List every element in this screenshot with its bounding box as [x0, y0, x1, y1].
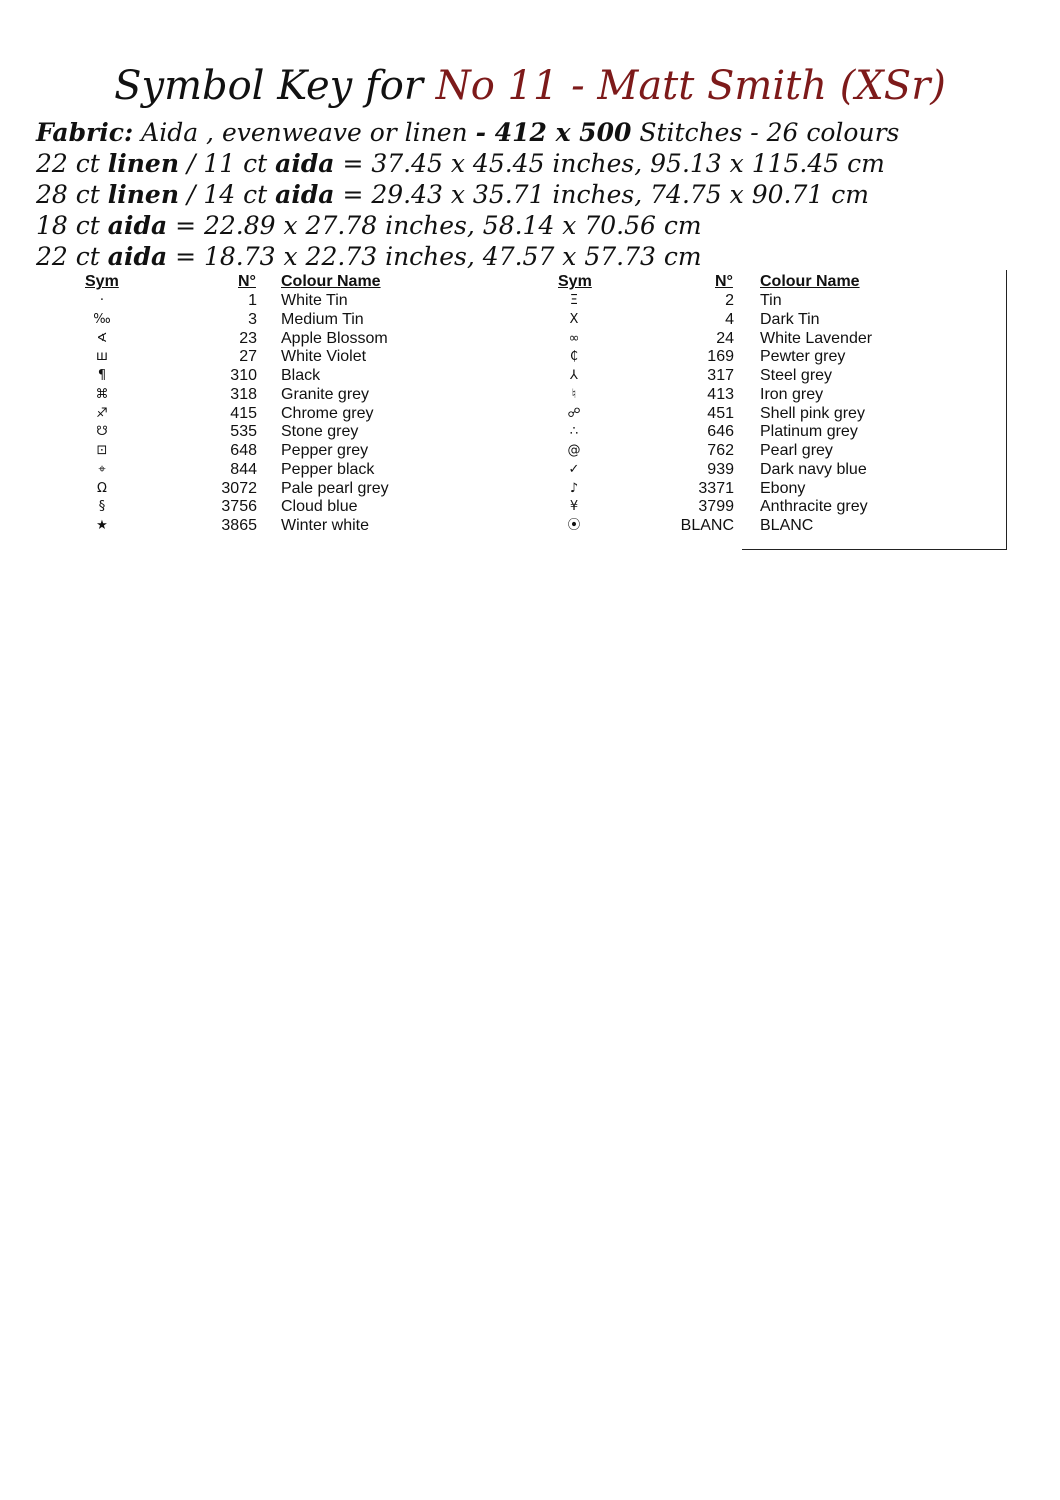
table-row	[0, 385, 1060, 404]
page-title	[0, 58, 1060, 114]
number-cell: 27	[239, 348, 257, 366]
stitch-size: - 412 x 500	[475, 118, 632, 147]
colour-header: Colour Name	[760, 273, 860, 290]
number-cell: 535	[230, 423, 257, 441]
symbol-cell: ∢	[96, 330, 108, 346]
size-line	[36, 180, 869, 210]
symbol-cell: ‰	[93, 311, 111, 327]
dimensions: = 18.73 x 22.73 inches, 47.57 x 57.73 cm	[175, 242, 702, 271]
dimensions: = 37.45 x 45.45 inches, 95.13 x 115.45 cm	[342, 149, 885, 178]
symbol-cell: ♪	[569, 480, 579, 496]
fabric-d: aida	[275, 149, 335, 178]
table-row	[0, 347, 1060, 366]
table-row	[0, 479, 1060, 498]
number-cell: 318	[230, 385, 257, 403]
colour-name-cell: Medium Tin	[281, 310, 364, 328]
colour-name-cell: Steel grey	[760, 367, 833, 384]
fabric-d: aida	[275, 180, 335, 209]
table-row	[0, 366, 1060, 385]
number-cell: 939	[707, 460, 734, 478]
symbol-cell: Ξ	[569, 293, 579, 308]
table-row	[0, 497, 1060, 516]
count-a: 22 ct	[36, 242, 100, 271]
number-cell: 23	[239, 329, 257, 347]
number-cell: 3	[248, 310, 257, 328]
symbol-cell: ₵	[569, 349, 579, 365]
symbol-cell: §	[98, 499, 106, 515]
table-row	[0, 516, 1060, 535]
colour-name-cell: Iron grey	[760, 385, 824, 403]
colour-name-cell: Tin	[760, 292, 782, 309]
symbol-cell: ⅄	[570, 368, 578, 383]
fabric-types: Aida , evenweave or linen	[141, 118, 468, 147]
table-border-bottom	[742, 549, 1007, 550]
colour-name-cell: Anthracite grey	[760, 498, 868, 516]
symbol-cell: @	[567, 443, 581, 458]
colour-header: Colour Name	[281, 273, 381, 290]
symbol-cell: Ⅹ	[569, 311, 579, 327]
number-cell: 844	[230, 460, 257, 478]
pattern-name: No 11 - Matt Smith (XSr)	[435, 63, 946, 109]
count-a: 18 ct	[36, 211, 100, 240]
count-c: / 14 ct	[186, 180, 268, 209]
symbol-cell: ¶	[97, 368, 107, 383]
number-cell: 415	[230, 404, 257, 422]
number-cell: 2	[725, 292, 734, 309]
symbol-cell: ¥	[569, 499, 579, 515]
colour-name-cell: White Lavender	[760, 329, 873, 347]
symbol-cell: ш	[96, 349, 108, 365]
title-prefix: Symbol Key for	[114, 63, 423, 109]
colour-name-cell: Winter white	[281, 517, 370, 534]
number-cell: 3371	[698, 479, 734, 497]
table-row	[0, 422, 1060, 441]
number-cell: 4	[725, 310, 734, 328]
colour-name-cell: Stone grey	[281, 423, 359, 441]
symbol-cell: ·	[99, 293, 105, 308]
number-cell: 3865	[221, 517, 257, 534]
num-header: N°	[238, 273, 256, 290]
number-cell: 169	[707, 348, 734, 366]
dimensions: = 22.89 x 27.78 inches, 58.14 x 70.56 cm	[175, 211, 702, 240]
colour-name-cell: White Tin	[281, 292, 348, 309]
number-cell: 648	[230, 442, 257, 459]
symbol-cell: ∴	[569, 424, 579, 440]
number-cell: 1	[248, 292, 257, 309]
table-row	[0, 460, 1060, 479]
colour-name-cell: Dark Tin	[760, 310, 820, 328]
sym-header: Sym	[85, 273, 119, 290]
number-cell: 3799	[698, 498, 734, 516]
symbol-cell: ★	[96, 518, 108, 533]
colour-name-cell: Dark navy blue	[760, 460, 867, 478]
number-cell: 317	[707, 367, 734, 384]
fabric-b: aida	[107, 211, 168, 240]
stitch-count: Stitches - 26 colours	[639, 118, 900, 147]
size-line	[36, 242, 702, 272]
number-cell: 3072	[221, 479, 257, 497]
colour-name-cell: Shell pink grey	[760, 404, 865, 422]
fabric-label: Fabric:	[36, 118, 134, 147]
fabric-b: linen	[107, 149, 180, 178]
colour-name-cell: Pepper grey	[281, 442, 369, 459]
count-a: 28 ct	[36, 180, 100, 209]
symbol-cell: ⌘	[95, 386, 109, 402]
table-row	[0, 441, 1060, 460]
number-cell: 24	[716, 329, 734, 347]
fabric-line	[36, 118, 899, 148]
colour-name-cell: Granite grey	[281, 385, 370, 403]
colour-name-cell: Pearl grey	[760, 442, 833, 459]
number-cell: 762	[707, 442, 734, 459]
size-line	[36, 149, 885, 179]
symbol-cell: ♮	[571, 386, 577, 402]
colour-name-cell: Platinum grey	[760, 423, 858, 441]
symbol-cell: ✓	[568, 461, 580, 477]
table-row	[0, 404, 1060, 423]
table-border-right	[1006, 270, 1007, 550]
number-cell: 646	[707, 423, 734, 441]
colour-name-cell: White Violet	[281, 348, 367, 366]
symbol-cell: ⦿	[567, 518, 581, 533]
symbol-cell: ∞	[568, 330, 580, 346]
symbol-cell: ☍	[567, 405, 581, 421]
number-cell: BLANC	[680, 517, 734, 534]
colour-name-cell: Chrome grey	[281, 404, 374, 422]
fabric-b: linen	[107, 180, 180, 209]
count-a: 22 ct	[36, 149, 100, 178]
symbol-cell: ♐	[96, 405, 108, 421]
colour-name-cell: BLANC	[760, 517, 814, 534]
colour-name-cell: Ebony	[760, 479, 806, 497]
num-header: N°	[715, 273, 733, 290]
symbol-cell: ☋	[96, 424, 108, 440]
symbol-cell: ⌖	[98, 461, 106, 477]
fabric-b: aida	[107, 242, 168, 271]
table-row	[0, 329, 1060, 348]
sym-header: Sym	[558, 273, 592, 290]
size-line	[36, 211, 702, 241]
symbol-cell: Ω	[97, 480, 107, 496]
number-cell: 3756	[221, 498, 257, 516]
number-cell: 413	[707, 385, 734, 403]
dimensions: = 29.43 x 35.71 inches, 74.75 x 90.71 cm	[342, 180, 869, 209]
colour-name-cell: Black	[281, 367, 321, 384]
number-cell: 310	[230, 367, 257, 384]
colour-name-cell: Cloud blue	[281, 498, 358, 516]
symbol-cell: ⊡	[96, 443, 108, 458]
number-cell: 451	[707, 404, 734, 422]
count-c: / 11 ct	[186, 149, 268, 178]
table-row	[0, 310, 1060, 329]
colour-name-cell: Pale pearl grey	[281, 479, 389, 497]
table-row	[0, 291, 1060, 310]
colour-name-cell: Pepper black	[281, 460, 375, 478]
colour-name-cell: Pewter grey	[760, 348, 846, 366]
colour-name-cell: Apple Blossom	[281, 329, 388, 347]
